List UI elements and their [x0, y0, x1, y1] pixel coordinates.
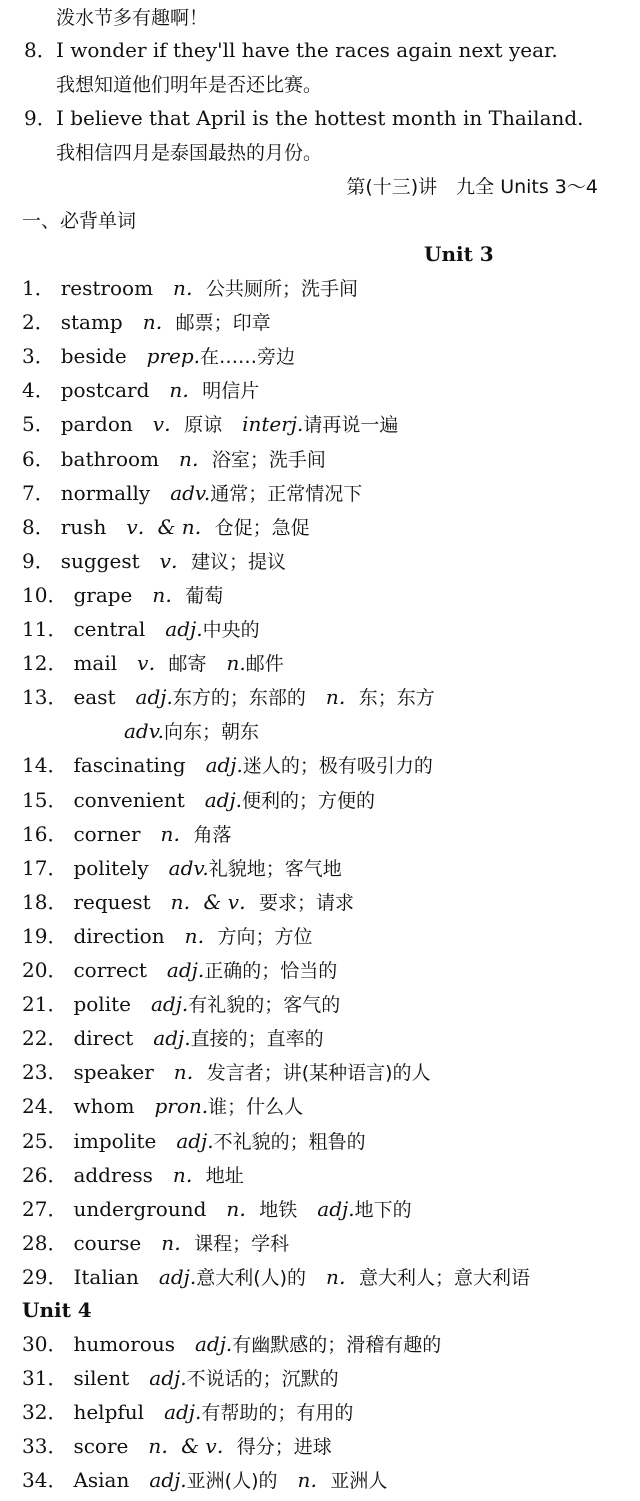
vocab-number: 8． [22, 515, 55, 539]
intro-line [0, 0, 640, 34]
vocab-item [0, 271, 640, 305]
vocab-part-of-speech: n． [142, 310, 176, 334]
vocab-number: 1． [22, 276, 55, 300]
intro-cn-line: 泼水节多有趣啊！ [56, 7, 209, 29]
vocab-part-of-speech: adj. [164, 1400, 202, 1424]
vocab-meaning: 礼貌地；客气地 [208, 858, 342, 880]
vocab-part-of-speech: n．& v． [170, 890, 260, 914]
vocab-word: score [73, 1434, 129, 1458]
vocab-word: humorous [73, 1332, 175, 1356]
vocab-word: address [73, 1163, 153, 1187]
vocab-item [0, 1429, 640, 1463]
vocab-number: 26． [22, 1163, 68, 1187]
vocab-word: course [73, 1231, 142, 1255]
vocab-item [0, 1361, 640, 1395]
vocab-meaning-3: 向东；朝东 [164, 721, 260, 743]
vocab-number: 9． [22, 549, 55, 573]
vocab-word: request [73, 890, 151, 914]
vocab-item [0, 1055, 640, 1089]
vocab-word: direct [73, 1026, 134, 1050]
vocab-number: 34． [22, 1468, 68, 1492]
vocab-word: suggest [60, 549, 140, 573]
vocab-word: rush [60, 515, 107, 539]
vocab-part-of-speech: adj. [165, 617, 203, 641]
vocab-meaning: 迷人的；极有吸引力的 [242, 755, 433, 777]
vocab-part-of-speech: n． [226, 1197, 260, 1221]
vocab-item [0, 748, 640, 782]
vocab-item [0, 1463, 640, 1497]
vocab-item [0, 339, 640, 373]
vocab-part-of-speech: v． [152, 412, 185, 436]
vocab-item-continuation [0, 714, 640, 748]
vocab-number: 31． [22, 1366, 68, 1390]
section-title-text: 一、必背单词 [22, 210, 137, 232]
vocab-word: impolite [73, 1129, 157, 1153]
vocab-word: helpful [73, 1400, 145, 1424]
vocab-meaning: 原谅 [184, 414, 223, 436]
vocab-number: 2． [22, 310, 55, 334]
vocab-item [0, 953, 640, 987]
vocab-word: Italian [73, 1265, 139, 1289]
vocab-meaning: 课程；学科 [194, 1233, 290, 1255]
vocab-item [0, 680, 640, 714]
vocab-item [0, 817, 640, 851]
vocab-word: postcard [60, 378, 150, 402]
vocab-number: 14． [22, 753, 68, 777]
vocab-item [0, 919, 640, 953]
vocab-word: silent [73, 1366, 130, 1390]
vocab-meaning: 东方的；东部的 [172, 687, 306, 709]
vocab-number: 21． [22, 992, 68, 1016]
vocab-part-of-speech: adj. [149, 1468, 187, 1492]
vocab-word: stamp [60, 310, 123, 334]
vocab-item [0, 578, 640, 612]
vocab-number: 15． [22, 788, 68, 812]
vocab-item [0, 1395, 640, 1429]
sentence-8-translation [0, 67, 640, 101]
vocab-item [0, 442, 640, 476]
vocab-part-of-speech: adv. [170, 481, 211, 505]
vocab-number: 29． [22, 1265, 68, 1289]
vocab-part-of-speech: adj. [150, 992, 189, 1016]
vocab-word: bathroom [60, 447, 159, 471]
vocab-number: 13． [22, 685, 68, 709]
vocab-meaning: 葡萄 [185, 585, 224, 607]
vocab-number: 25． [22, 1129, 68, 1153]
lecture-title [0, 169, 640, 203]
vocab-meaning-2: 东；东方 [358, 687, 435, 709]
vocab-number: 19． [22, 924, 68, 948]
vocab-word: pardon [60, 412, 133, 436]
vocab-word: corner [73, 822, 141, 846]
vocab-word: correct [73, 958, 147, 982]
vocab-number: 6． [22, 447, 55, 471]
vocab-number: 4． [22, 378, 55, 402]
unit-4-title: Unit 4 [22, 1298, 92, 1322]
vocab-meaning-2: 邮件 [245, 653, 284, 675]
vocab-part-of-speech: adj. [166, 958, 205, 982]
unit-4-heading [0, 1293, 640, 1327]
lecture-title-text: 第(十三)讲 九全 Units 3～4 [346, 176, 598, 198]
vocab-word: convenient [73, 788, 185, 812]
vocab-item [0, 1124, 640, 1158]
vocab-meaning-2: 地下的 [354, 1199, 412, 1221]
section-title [0, 203, 640, 237]
sentence-8 [0, 33, 640, 67]
vocab-part-of-speech-3: adv. [124, 719, 165, 743]
vocab-word: speaker [73, 1060, 154, 1084]
vocab-number: 7． [22, 481, 55, 505]
vocab-meaning: 邮票；印章 [175, 312, 271, 334]
vocab-item [0, 305, 640, 339]
vocab-word: underground [73, 1197, 207, 1221]
vocab-part-of-speech: n． [179, 447, 212, 471]
vocab-part-of-speech: adv. [168, 856, 209, 880]
vocab-part-of-speech: n． [152, 583, 186, 607]
vocab-meaning: 亚洲(人)的 [186, 1470, 278, 1492]
vocab-part-of-speech: adj. [204, 788, 243, 812]
vocab-word: east [73, 685, 116, 709]
vocab-word: Asian [73, 1468, 130, 1492]
vocab-part-of-speech: v． [137, 651, 169, 675]
vocab-meaning: 公共厕所；洗手间 [205, 278, 358, 300]
vocab-meaning: 仓促；急促 [214, 517, 310, 539]
vocab-number: 24． [22, 1094, 68, 1118]
vocab-word: politely [73, 856, 149, 880]
vocab-item [0, 476, 640, 510]
vocab-word: polite [73, 992, 131, 1016]
vocab-meaning: 在……旁边 [200, 346, 296, 368]
vocab-item [0, 851, 640, 885]
vocab-word: beside [60, 344, 127, 368]
vocab-number: 5． [22, 412, 55, 436]
vocab-meaning: 意大利(人)的 [196, 1267, 307, 1289]
sentence-9-translation [0, 135, 640, 169]
sentence-cn: 我想知道他们明年是否还比赛。 [56, 74, 323, 96]
vocab-part-of-speech: v． [159, 549, 191, 573]
vocab-meaning: 有幽默感的；滑稽有趣的 [232, 1334, 442, 1356]
vocab-meaning: 邮寄 [168, 653, 207, 675]
vocab-word: direction [73, 924, 165, 948]
vocab-part-of-speech-2: interj. [242, 412, 304, 436]
vocab-item [0, 544, 640, 578]
vocab-number: 3． [22, 344, 55, 368]
vocab-number: 32． [22, 1400, 68, 1424]
vocab-meaning: 便利的；方便的 [242, 790, 376, 812]
vocab-part-of-speech: adj. [205, 753, 243, 777]
vocab-part-of-speech: pron. [154, 1094, 209, 1118]
vocab-part-of-speech: n． [173, 276, 206, 300]
vocab-number: 18． [22, 890, 68, 914]
vocab-item [0, 987, 640, 1021]
vocab-number: 30． [22, 1332, 68, 1356]
vocab-part-of-speech: adj. [158, 1265, 197, 1289]
unit-3-heading [0, 237, 640, 271]
vocab-part-of-speech-2: n． [297, 1468, 331, 1492]
vocab-word: mail [73, 651, 118, 675]
vocab-item [0, 407, 640, 441]
vocab-meaning-2: 亚洲人 [330, 1470, 388, 1492]
sentence-cn: 我相信四月是泰国最热的月份。 [56, 142, 323, 164]
vocab-meaning: 地铁 [259, 1199, 298, 1221]
vocab-item [0, 612, 640, 646]
vocab-meaning: 不礼貌的；粗鲁的 [213, 1131, 366, 1153]
vocab-meaning-2: 请再说一遍 [303, 414, 399, 436]
vocab-meaning: 角落 [193, 824, 232, 846]
sentence-number: 9． [24, 106, 57, 130]
vocab-part-of-speech: adj. [194, 1332, 233, 1356]
vocab-meaning: 正确的；恰当的 [204, 960, 338, 982]
sentence-number: 8． [24, 38, 57, 62]
vocab-part-of-speech: n． [160, 822, 194, 846]
vocab-number: 11． [22, 617, 68, 641]
sentence-en: I wonder if they'll have the races again next year. [56, 38, 558, 62]
vocab-meaning: 通常；正常情况下 [210, 483, 363, 505]
vocab-item [0, 1327, 640, 1361]
vocab-meaning: 中央的 [202, 619, 260, 641]
vocab-number: 28． [22, 1231, 68, 1255]
vocab-number: 12． [22, 651, 68, 675]
unit-3-title: Unit 3 [424, 242, 494, 266]
vocab-meaning: 浴室；洗手间 [211, 449, 326, 471]
vocab-number: 17． [22, 856, 68, 880]
vocab-item [0, 1260, 640, 1294]
vocab-meaning: 发言者；讲(某种语言)的人 [206, 1062, 431, 1084]
vocab-number: 20． [22, 958, 68, 982]
vocab-meaning: 建议；提议 [190, 551, 286, 573]
vocab-number: 16． [22, 822, 68, 846]
vocab-meaning: 得分；进球 [236, 1436, 332, 1458]
vocab-meaning: 方向；方位 [217, 926, 313, 948]
vocab-word: restroom [60, 276, 154, 300]
vocab-meaning: 有帮助的；有用的 [201, 1402, 354, 1424]
sentence-9 [0, 101, 640, 135]
vocab-part-of-speech: adj. [153, 1026, 191, 1050]
vocab-item [0, 373, 640, 407]
vocab-part-of-speech-2: n． [326, 1265, 359, 1289]
vocab-number: 27． [22, 1197, 68, 1221]
vocab-item [0, 885, 640, 919]
vocab-number: 22． [22, 1026, 68, 1050]
vocab-meaning-2: 意大利人；意大利语 [358, 1267, 530, 1289]
vocab-word: central [73, 617, 146, 641]
vocab-item [0, 646, 640, 680]
vocab-meaning: 地址 [205, 1165, 244, 1187]
vocab-word: fascinating [73, 753, 186, 777]
vocab-meaning: 谁；什么人 [208, 1096, 304, 1118]
vocab-item [0, 1192, 640, 1226]
vocab-item [0, 1158, 640, 1192]
vocab-item [0, 1226, 640, 1260]
vocab-part-of-speech: adj. [135, 685, 173, 709]
vocab-part-of-speech-2: n． [325, 685, 359, 709]
vocab-item [0, 1021, 640, 1055]
vocab-item [0, 1089, 640, 1123]
vocab-word: normally [60, 481, 151, 505]
vocab-meaning: 直接的；直率的 [190, 1028, 324, 1050]
vocab-part-of-speech: prep. [146, 344, 201, 368]
vocab-part-of-speech: adj. [176, 1129, 214, 1153]
vocab-part-of-speech: v．& n． [126, 515, 215, 539]
vocab-part-of-speech: n． [172, 1163, 206, 1187]
vocab-part-of-speech: n． [184, 924, 218, 948]
vocab-word: grape [73, 583, 133, 607]
vocab-part-of-speech: n． [173, 1060, 207, 1084]
vocab-part-of-speech: adj. [149, 1366, 187, 1390]
vocab-meaning: 明信片 [202, 380, 260, 402]
vocab-part-of-speech: n． [161, 1231, 195, 1255]
vocab-part-of-speech: n． [169, 378, 203, 402]
vocab-part-of-speech-2: n. [226, 651, 246, 675]
vocab-number: 23． [22, 1060, 68, 1084]
vocab-word: whom [73, 1094, 135, 1118]
vocab-item [0, 510, 640, 544]
vocab-number: 10． [22, 583, 68, 607]
vocab-number: 33． [22, 1434, 68, 1458]
vocab-meaning: 有礼貌的；客气的 [188, 994, 341, 1016]
vocab-item [0, 783, 640, 817]
sentence-en: I believe that April is the hottest month in Thailand. [56, 106, 584, 130]
vocab-meaning: 不说话的；沉默的 [186, 1368, 339, 1390]
vocab-part-of-speech: n．& v． [148, 1434, 237, 1458]
vocab-part-of-speech-2: adj. [317, 1197, 355, 1221]
vocab-meaning: 要求；请求 [259, 892, 355, 914]
